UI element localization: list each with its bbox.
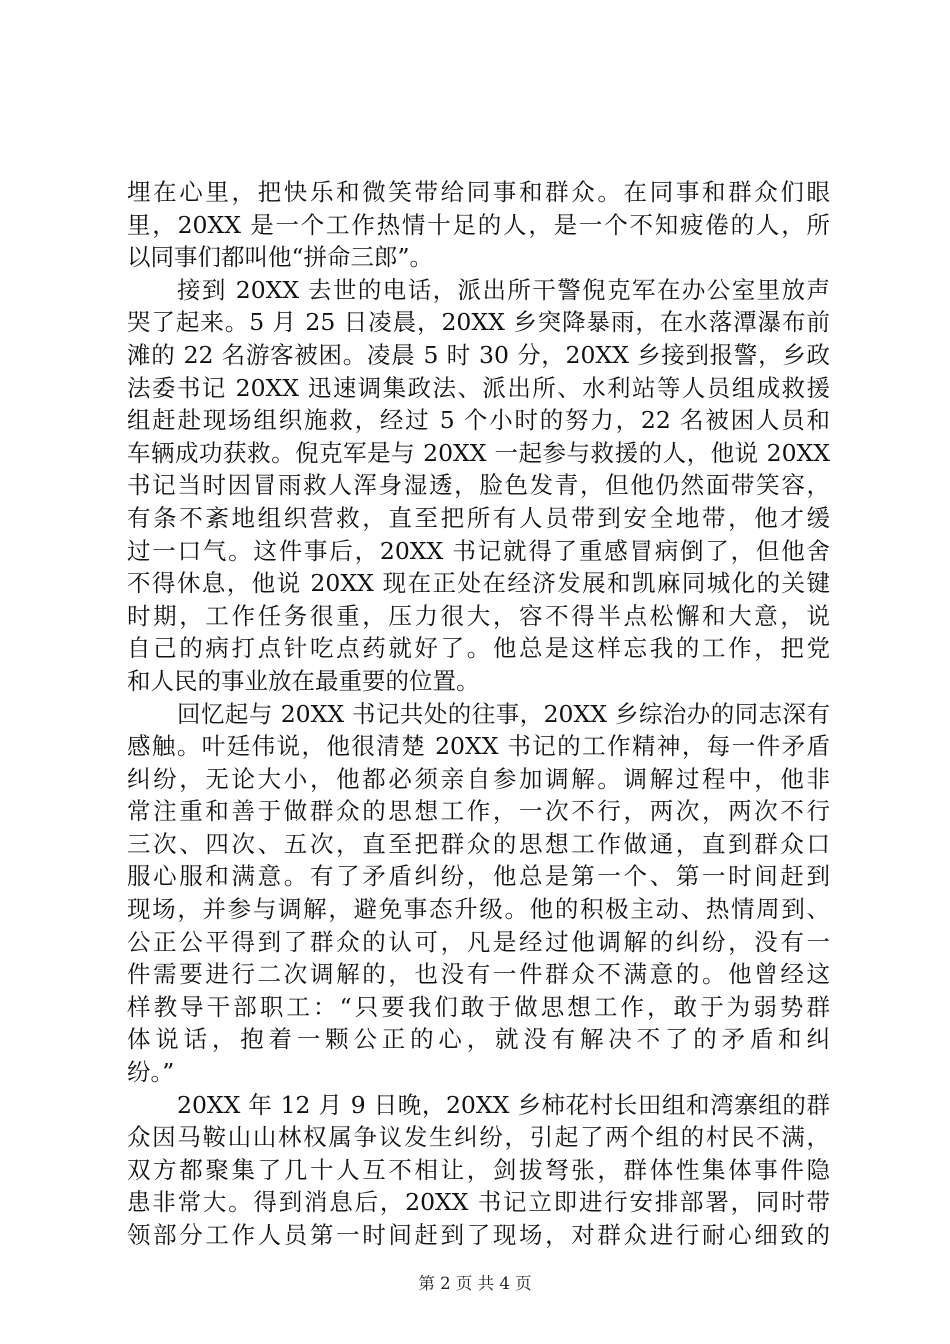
- text-line: 自己的病打点针吃点药就好了。他总是这样忘我的工作，把党: [127, 634, 830, 663]
- body-text: [127, 176, 830, 1252]
- text-line: 回忆起与 20XX 书记共处的往事，20XX 乡综治办的同志深有: [177, 699, 830, 728]
- text-line: 领部分工作人员第一时间赶到了现场，对群众进行耐心细致的: [127, 1221, 830, 1249]
- text-line: 滩的 22 名游客被困。凌晨 5 时 30 分，20XX 乡接到报警，乡政: [127, 340, 830, 369]
- text-line: 书记当时因冒雨救人浑身湿透，脸色发青，但他仍然面带笑容，: [127, 471, 830, 500]
- text-line: 里，20XX 是一个工作热情十足的人，是一个不知疲倦的人，所: [127, 210, 830, 239]
- text-line: 公正公平得到了群众的认可，凡是经过他调解的纠纷，没有一: [127, 927, 830, 956]
- text-line: 哭了起来。5 月 25 日凌晨，20XX 乡突降暴雨，在水落潭瀑布前: [127, 308, 830, 337]
- text-line: 感触。叶廷伟说，他很清楚 20XX 书记的工作精神，每一件矛盾: [127, 732, 830, 761]
- text-line: 众因马鞍山山林权属争议发生纠纷，引起了两个组的村民不满，: [127, 1123, 830, 1152]
- text-line: 纠纷，无论大小，他都必须亲自参加调解。调解过程中，他非: [127, 764, 830, 793]
- text-line: 样教导干部职工：“只要我们敢于做思想工作，敢于为弱势群: [127, 992, 830, 1021]
- text-line: 患非常大。得到消息后，20XX 书记立即进行安排部署，同时带: [127, 1188, 830, 1217]
- text-line: 20XX 年 12 月 9 日晚，20XX 乡柿花村长田组和湾寨组的群: [177, 1090, 830, 1119]
- text-line: 纷。”: [127, 1058, 175, 1087]
- text-line: 三次、四次、五次，直至把群众的思想工作做通，直到群众口: [127, 829, 830, 858]
- text-line: 不得休息，他说 20XX 现在正处在经济发展和凯麻同城化的关键: [127, 569, 830, 598]
- text-line: 以同事们都叫他“拼命三郎”。: [127, 243, 434, 272]
- text-line: 有条不紊地组织营救，直至把所有人员带到安全地带，他才缓: [127, 503, 830, 532]
- text-line: 接到 20XX 去世的电话，派出所干警倪克军在办公室里放声: [177, 275, 830, 304]
- text-line: 常注重和善于做群众的思想工作，一次不行，两次，两次不行: [127, 797, 830, 826]
- text-line: 双方都聚集了几十人互不相让，剑拔弩张，群体性集体事件隐: [127, 1155, 830, 1184]
- text-line: 现场，并参与调解，避免事态升级。他的积极主动、热情周到、: [127, 895, 830, 924]
- text-line: 埋在心里，把快乐和微笑带给同事和群众。在同事和群众们眼: [127, 178, 830, 206]
- text-line: 件需要进行二次调解的，也没有一件群众不满意的。他曾经这: [127, 960, 830, 989]
- text-line: 服心服和满意。有了矛盾纠纷，他总是第一个、第一时间赶到: [127, 862, 830, 891]
- text-line: 法委书记 20XX 迅速调集政法、派出所、水利站等人员组成救援: [127, 373, 830, 402]
- text-line: 组赶赴现场组织施救，经过 5 个小时的努力，22 名被困人员和: [127, 406, 830, 435]
- text-line: 时期，工作任务很重，压力很大，容不得半点松懈和大意，说: [127, 601, 830, 630]
- text-line: 体说话，抱着一颗公正的心，就没有解决不了的矛盾和纠: [127, 1025, 830, 1054]
- text-line: 过一口气。这件事后，20XX 书记就得了重感冒病倒了，但他舍: [127, 536, 830, 565]
- text-line: 和人民的事业放在最重要的位置。: [127, 666, 480, 695]
- text-line: 车辆成功获救。倪克军是与 20XX 一起参与救援的人，他说 20XX: [127, 438, 830, 467]
- page-footer: 第 2 页 共 4 页: [418, 1274, 532, 1293]
